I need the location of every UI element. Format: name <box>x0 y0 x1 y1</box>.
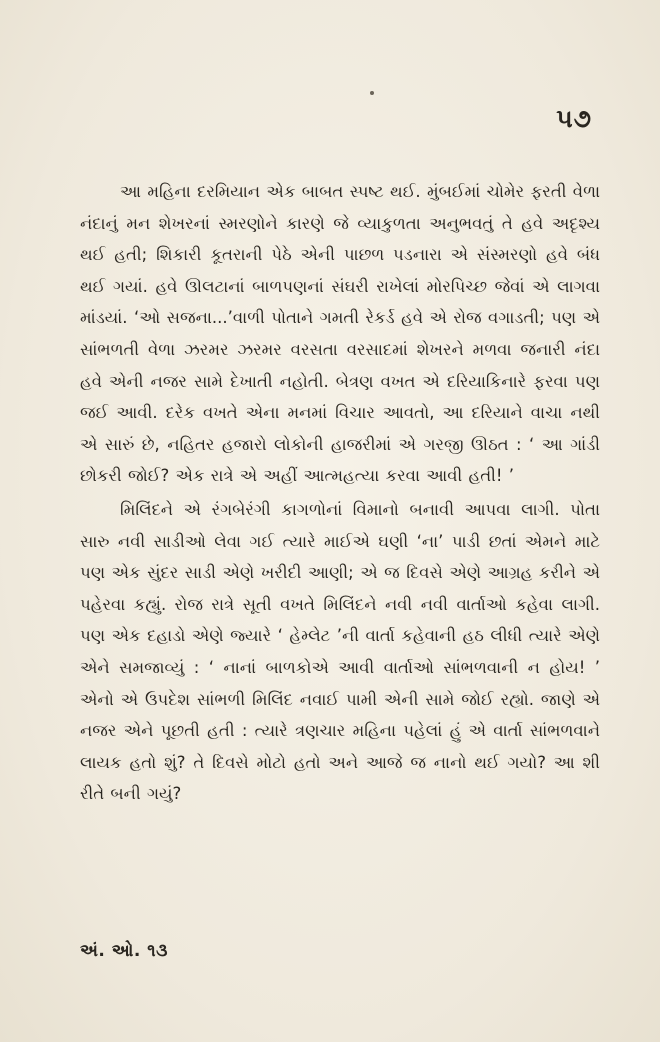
body-text <box>80 176 600 810</box>
paragraph-1: આ મહિના દરમિયાન એક બાબત સ્પષ્ટ થઈ. મુંબઈમાં ચોમેર ફરતી વેળા નંદાનું મન શેખરનાં સ્મરણોને કારણે જે વ્યાકુળતા અનુભવતું તે હવે અદૃશ્ય થઈ હતી; શિકારી કૂતરાની પેઠે એની પાછળ પડનારા એ સંસ્મરણો હવે બંધ થઈ ગયાં. હવે ઊલટાનાં બાળપણનાં સંઘરી રાખેલાં મોરપિચ્છ જેવાં એ લાગવા માંડયાં. ‘ઓ સજના...’વાળી પોતાને ગમતી રેકર્ડ હવે એ રોજ વગાડતી; પણ એ સાંભળતી વેળા ઝરમર ઝરમર વરસતા વરસાદમાં શેખરને મળવા જનારી નંદા હવે એની નજર સામે દેખાતી નહોતી. બેત્રણ વખત એ દરિયાકિનારે ફરવા પણ જઈ આવી. દરેક વખતે એના મનમાં વિચાર આવતો, આ દરિયાને વાચા નથી એ સારું છે, નહિતર હજારો લોકોની હાજરીમાં એ ગરજી ઊઠત : ‘ આ ગાંડી છોકરી જોઈ? એક રાત્રે એ અહીં આત્મહત્યા કરવા આવી હતી! ’ <box>80 182 600 486</box>
print-speck <box>370 91 374 95</box>
paragraph-2: મિલિંદને એ રંગબેરંગી કાગળોનાં વિમાનો બનાવી આપવા લાગી. પોતા સારુ નવી સાડીઓ લેવા ગઈ ત્યારે માઈએ ઘણી ‘ના’ પાડી છતાં એમને માટે પણ એક સુંદર સાડી એણે ખરીદી આણી; એ જ દિવસે એણે આગ્રહ કરીને એ પહેરવા કહ્યું. રોજ રાત્રે સૂતી વખતે મિલિંદને નવી નવી વાર્તાઓ કહેવા લાગી. પણ એક દહાડો એણે જ્યારે ‘ હેમ્લેટ ’ની વાર્તા કહેવાની હઠ લીધી ત્યારે એણે એને સમજાવ્યું : ‘ નાનાં બાળકોએ આવી વાર્તાઓ સાંભળવાની ન હોય! ’ એનો એ ઉપદેશ સાંભળી મિલિંદ નવાઈ પામી એની સામે જોઈ રહ્યો. જાણે એ નજર એને પૂછતી હતી : ત્યારે ત્રણચાર મહિના પહેલાં હું એ વાર્તા સાંભળવાને લાયક હતો શું? તે દિવસે મોટો હતો અને આજે જ નાનો થઈ ગયો? આ શી રીતે બની ગયું? <box>80 499 600 804</box>
page-number: ૫૭ <box>556 104 592 133</box>
signature-mark: અં. ઓ. ૧૩ <box>80 941 168 961</box>
